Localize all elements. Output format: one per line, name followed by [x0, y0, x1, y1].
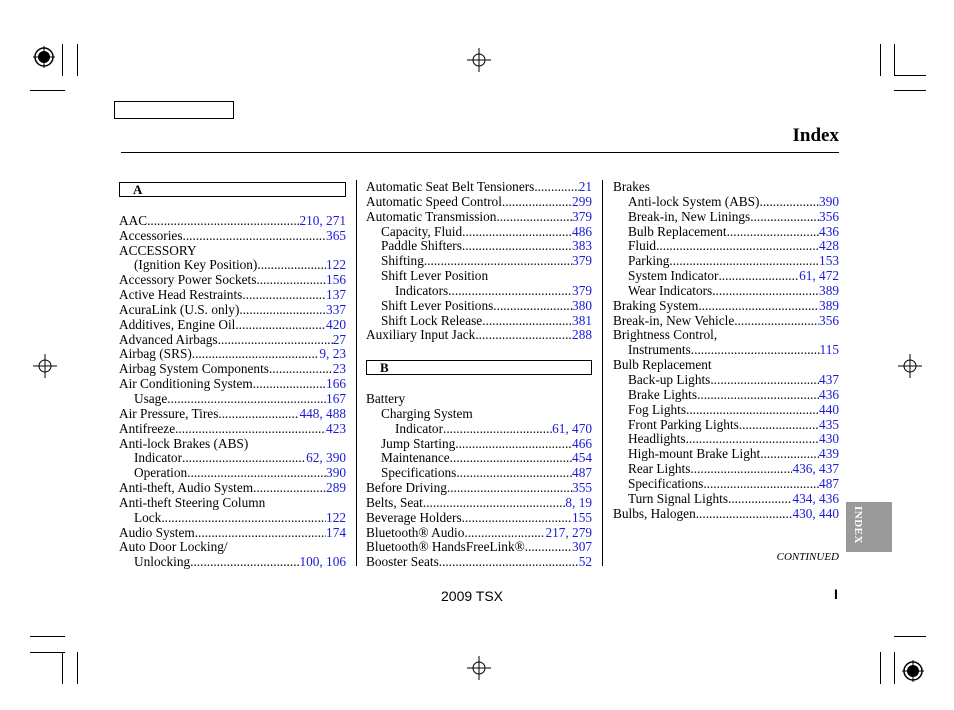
crosshair-icon: [33, 354, 57, 378]
page-link[interactable]: 440: [819, 401, 839, 417]
leader-dots: [525, 540, 572, 555]
index-entry: [119, 481, 346, 496]
page-link[interactable]: 137: [326, 287, 346, 303]
leader-dots: [161, 511, 326, 526]
page-link[interactable]: 466: [572, 435, 592, 451]
entry-label: Charging System: [381, 405, 473, 421]
page-link[interactable]: 383: [572, 238, 592, 254]
entry-label: AcuraLink (U.S. only): [119, 301, 240, 317]
entry-label: Back-up Lights: [628, 371, 711, 387]
page-link[interactable]: 299: [572, 193, 592, 209]
entry-label: Battery: [366, 390, 406, 406]
entry-label: Antifreeze: [119, 420, 176, 436]
leader-dots: [760, 447, 819, 462]
index-entry: [366, 225, 592, 240]
leader-dots: [696, 507, 793, 522]
crosshair-icon: [898, 354, 922, 378]
leader-dots: [256, 273, 326, 288]
spacer: [119, 199, 346, 214]
index-entry: [366, 540, 592, 555]
page-link[interactable]: 9, 23: [319, 346, 346, 362]
index-entry: [119, 303, 346, 318]
page-link[interactable]: 487: [819, 475, 839, 491]
index-entry: [366, 210, 592, 225]
continued-label: CONTINUED: [776, 551, 839, 563]
leader-dots: [727, 225, 819, 240]
entry-label: Break-in, New Vehicle: [613, 312, 735, 328]
index-entry: [613, 492, 839, 507]
entry-label: Auxiliary Input Jack: [366, 327, 476, 343]
leader-dots: [239, 303, 326, 318]
leader-dots: [443, 422, 552, 437]
entry-label: Accessories: [119, 227, 183, 243]
index-entry: [366, 451, 592, 466]
header-box: [114, 101, 234, 119]
page-link[interactable]: 439: [819, 446, 839, 462]
page-link[interactable]: 356: [819, 312, 839, 328]
registration-mark-icon: [33, 46, 55, 68]
index-entry: [119, 244, 346, 259]
entry-label: Beverage Holders: [366, 509, 462, 525]
entry-label: Usage: [134, 390, 168, 406]
page-link[interactable]: 436: [819, 386, 839, 402]
index-entry: [613, 284, 839, 299]
leader-dots: [218, 333, 333, 348]
leader-dots: [462, 239, 572, 254]
page-link[interactable]: 52: [578, 554, 592, 570]
leader-dots: [669, 254, 819, 269]
index-entry: [119, 511, 346, 526]
page-link[interactable]: 21: [578, 179, 592, 194]
index-entry: [119, 466, 346, 481]
page-link[interactable]: 174: [326, 524, 346, 540]
page-link[interactable]: 454: [572, 450, 592, 466]
index-entry: [119, 288, 346, 303]
index-entry: [119, 555, 346, 570]
leader-dots: [496, 210, 572, 225]
page-link[interactable]: 430: [819, 431, 839, 447]
index-entry: [119, 258, 346, 273]
leader-dots: [534, 180, 578, 195]
entry-label: Instruments: [628, 342, 691, 358]
index-entry: [613, 328, 839, 343]
index-entry: [119, 526, 346, 541]
page-title: Index: [792, 125, 839, 146]
leader-dots: [195, 526, 326, 541]
entry-label: Airbag (SRS): [119, 346, 192, 362]
entry-label: Break-in, New Linings: [628, 208, 751, 224]
entry-label: Parking: [628, 253, 670, 269]
entry-label: Fog Lights: [628, 401, 686, 417]
index-entry: [119, 333, 346, 348]
page-link[interactable]: 210, 271: [299, 212, 346, 228]
entry-label: Shift Lock Release: [381, 312, 483, 328]
leader-dots: [182, 451, 306, 466]
index-entry: [366, 328, 592, 343]
leader-dots: [712, 284, 819, 299]
entry-label: Bulb Replacement: [628, 223, 727, 239]
entry-label: Jump Starting: [381, 435, 456, 451]
index-column-3: [613, 180, 839, 521]
entry-label: Airbag System Components: [119, 361, 269, 377]
index-entry: [613, 225, 839, 240]
entry-label: Belts, Seat: [366, 494, 423, 510]
index-entry: [119, 273, 346, 288]
page-link[interactable]: 122: [326, 509, 346, 525]
leader-dots: [269, 362, 333, 377]
page-link[interactable]: 166: [326, 376, 346, 392]
index-entry: [613, 477, 839, 492]
leader-dots: [703, 477, 819, 492]
page-link[interactable]: 365: [326, 227, 346, 243]
entry-label: Automatic Speed Control: [366, 193, 502, 209]
index-entry: [613, 239, 839, 254]
index-entry: [613, 507, 839, 522]
entry-label: Before Driving: [366, 480, 447, 496]
index-entry: [613, 314, 839, 329]
page-link[interactable]: 390: [326, 465, 346, 481]
leader-dots: [192, 347, 320, 362]
entry-label: Capacity, Fluid: [381, 223, 463, 239]
page-link[interactable]: 435: [819, 416, 839, 432]
index-entry: [119, 362, 346, 377]
entry-label: Accessory Power Sockets: [119, 272, 257, 288]
leader-dots: [448, 284, 572, 299]
leader-dots: [691, 343, 820, 358]
entry-label: Anti-lock Brakes (ABS): [119, 435, 249, 451]
leader-dots: [455, 437, 572, 452]
page-link[interactable]: 289: [326, 480, 346, 496]
entry-label: System Indicator: [628, 268, 719, 284]
index-entry: [366, 180, 592, 195]
page-link[interactable]: 100, 106: [299, 554, 346, 570]
page-link[interactable]: 389: [819, 282, 839, 298]
entry-label: Air Pressure, Tires: [119, 405, 219, 421]
page-link[interactable]: 8, 19: [565, 494, 592, 510]
leader-dots: [190, 555, 299, 570]
index-entry: [613, 269, 839, 284]
leader-dots: [175, 422, 326, 437]
index-entry: [613, 180, 839, 195]
entry-label: Air Conditioning System: [119, 376, 253, 392]
leader-dots: [482, 314, 572, 329]
entry-label: (Ignition Key Position): [134, 257, 258, 273]
leader-dots: [697, 388, 819, 403]
page-link[interactable]: 27: [332, 331, 346, 347]
entry-label: Bluetooth® Audio: [366, 524, 465, 540]
entry-label: High-mount Brake Light: [628, 446, 761, 462]
index-entry: [366, 526, 592, 541]
leader-dots: [218, 407, 299, 422]
index-entry: [366, 254, 592, 269]
index-entry: [119, 214, 346, 229]
entry-label: Specifications: [628, 475, 704, 491]
leader-dots: [493, 299, 572, 314]
leader-dots: [698, 299, 819, 314]
registration-mark-icon: [902, 660, 924, 682]
entry-label: Indicator: [395, 420, 443, 436]
entry-label: Brake Lights: [628, 386, 698, 402]
index-entry: [613, 373, 839, 388]
entry-label: Brightness Control,: [613, 327, 718, 343]
entry-label: Anti-theft Steering Column: [119, 494, 266, 510]
leader-dots: [447, 481, 572, 496]
entry-label: Audio System: [119, 524, 195, 540]
index-entry: [613, 254, 839, 269]
entry-label: Specifications: [381, 465, 457, 481]
index-entry: [613, 447, 839, 462]
column-divider: [356, 180, 357, 566]
spacer: [366, 343, 592, 358]
entry-label: Headlights: [628, 431, 686, 447]
title-rule: [121, 152, 839, 153]
entry-label: Additives, Engine Oil: [119, 316, 236, 332]
page-link[interactable]: 423: [326, 420, 346, 436]
leader-dots: [423, 496, 566, 511]
page-link[interactable]: 337: [326, 301, 346, 317]
index-entry: [119, 540, 346, 555]
page-link[interactable]: 288: [572, 327, 592, 343]
page-link[interactable]: 436: [819, 223, 839, 239]
footer-model: 2009 TSX: [441, 588, 504, 604]
page-link[interactable]: 428: [819, 238, 839, 254]
entry-label: Maintenance: [381, 450, 450, 466]
page-link[interactable]: 380: [572, 297, 592, 313]
page-link[interactable]: 379: [572, 208, 592, 224]
index-entry: [119, 377, 346, 392]
index-entry: [366, 481, 592, 496]
page-link[interactable]: 486: [572, 223, 592, 239]
index-entry: [366, 555, 592, 570]
page-link[interactable]: 356: [819, 208, 839, 224]
page-link[interactable]: 156: [326, 272, 346, 288]
leader-dots: [242, 288, 326, 303]
page-link[interactable]: 430, 440: [792, 505, 839, 521]
index-entry: [613, 299, 839, 314]
page-link[interactable]: 389: [819, 297, 839, 313]
index-entry: [366, 299, 592, 314]
index-entry: [119, 496, 346, 511]
leader-dots: [450, 451, 572, 466]
entry-label: Indicators: [395, 282, 449, 298]
index-entry: [119, 451, 346, 466]
page-link[interactable]: 487: [572, 465, 592, 481]
index-entry: [366, 284, 592, 299]
index-entry: [366, 195, 592, 210]
leader-dots: [502, 195, 572, 210]
index-entry: [119, 229, 346, 244]
index-entry: [613, 343, 839, 358]
entry-label: Indicator: [134, 450, 182, 466]
leader-dots: [167, 392, 326, 407]
leader-dots: [462, 225, 572, 240]
index-tab[interactable]: [846, 502, 892, 552]
leader-dots: [462, 511, 572, 526]
entry-label: Fluid: [628, 238, 657, 254]
index-entry: [366, 239, 592, 254]
entry-label: Lock: [134, 509, 162, 525]
page-link[interactable]: 217, 279: [545, 524, 592, 540]
entry-label: Brakes: [613, 179, 650, 194]
leader-dots: [439, 555, 579, 570]
section-letter: A: [119, 182, 346, 197]
page-link[interactable]: 390: [819, 193, 839, 209]
index-entry: [366, 511, 592, 526]
page-link[interactable]: 448, 488: [299, 405, 346, 421]
leader-dots: [253, 481, 326, 496]
leader-dots: [464, 526, 545, 541]
entry-label: Paddle Shifters: [381, 238, 462, 254]
leader-dots: [734, 314, 819, 329]
page-link[interactable]: 355: [572, 480, 592, 496]
index-entry: [119, 318, 346, 333]
column-divider: [602, 180, 603, 566]
entry-label: Anti-lock System (ABS): [628, 193, 760, 209]
page-link[interactable]: 155: [572, 509, 592, 525]
entry-label: Unlocking: [134, 554, 191, 570]
page-link[interactable]: 115: [819, 342, 839, 358]
entry-label: Shifting: [381, 253, 424, 269]
page-link[interactable]: 434, 436: [792, 490, 839, 506]
page-link[interactable]: 436, 437: [792, 461, 839, 477]
index-entry: [613, 403, 839, 418]
index-entry: [613, 418, 839, 433]
entry-label: Active Head Restraints: [119, 287, 243, 303]
index-entry: [366, 496, 592, 511]
page-link[interactable]: 420: [326, 316, 346, 332]
leader-dots: [235, 318, 326, 333]
leader-dots: [147, 214, 299, 229]
leader-dots: [475, 328, 572, 343]
index-entry: [119, 347, 346, 362]
entry-label: ACCESSORY: [119, 242, 197, 258]
index-entry: [366, 269, 592, 284]
leader-dots: [739, 418, 819, 433]
leader-dots: [456, 466, 572, 481]
index-entry: [119, 407, 346, 422]
entry-label: Turn Signal Lights: [628, 490, 728, 506]
page-link[interactable]: 307: [572, 539, 592, 555]
page-link[interactable]: 61, 472: [799, 268, 839, 284]
index-column-2: [366, 180, 592, 570]
index-entry: [366, 407, 592, 422]
index-tab-label: INDEX: [852, 506, 864, 544]
entry-label: Bulb Replacement: [613, 357, 712, 373]
index-entry: [119, 422, 346, 437]
section-letter: B: [366, 360, 592, 375]
index-entry: [366, 437, 592, 452]
leader-dots: [253, 377, 326, 392]
leader-dots: [710, 373, 819, 388]
page-link[interactable]: 379: [572, 282, 592, 298]
entry-label: Shift Lever Positions: [381, 297, 494, 313]
spacer: [366, 377, 592, 392]
page-link[interactable]: 167: [326, 390, 346, 406]
entry-label: Anti-theft, Audio System: [119, 480, 254, 496]
index-entry: [613, 210, 839, 225]
page-link[interactable]: 62, 390: [306, 450, 346, 466]
page-link[interactable]: 381: [572, 312, 592, 328]
entry-label: Advanced Airbags: [119, 331, 218, 347]
entry-label: Automatic Seat Belt Tensioners: [366, 179, 535, 194]
page-link[interactable]: 61, 470: [552, 420, 592, 436]
leader-dots: [424, 254, 572, 269]
entry-label: Rear Lights: [628, 461, 691, 477]
leader-dots: [183, 229, 327, 244]
entry-label: Braking System: [613, 297, 699, 313]
index-entry: [366, 392, 592, 407]
page-link[interactable]: 153: [819, 253, 839, 269]
index-entry: [366, 314, 592, 329]
entry-label: AAC: [119, 212, 148, 228]
entry-label: Front Parking Lights: [628, 416, 739, 432]
page-number: I: [834, 586, 838, 602]
index-entry: [119, 437, 346, 452]
page-link[interactable]: 23: [332, 361, 346, 377]
leader-dots: [760, 195, 820, 210]
leader-dots: [728, 492, 792, 507]
leader-dots: [750, 210, 819, 225]
index-column-1: [119, 180, 346, 570]
entry-label: Booster Seats: [366, 554, 439, 570]
entry-label: Auto Door Locking/: [119, 539, 228, 555]
crosshair-icon: [467, 48, 491, 72]
index-entry: [119, 392, 346, 407]
entry-label: Bulbs, Halogen: [613, 505, 696, 521]
index-entry: [366, 466, 592, 481]
page-link[interactable]: 379: [572, 253, 592, 269]
leader-dots: [690, 462, 792, 477]
leader-dots: [686, 403, 819, 418]
entry-label: Bluetooth® HandsFreeLink®: [366, 539, 525, 555]
leader-dots: [656, 239, 819, 254]
index-entry: [613, 388, 839, 403]
index-entry: [613, 432, 839, 447]
leader-dots: [686, 432, 819, 447]
index-entry: [613, 358, 839, 373]
leader-dots: [187, 466, 326, 481]
entry-label: Shift Lever Position: [381, 268, 489, 284]
page-link[interactable]: 437: [819, 371, 839, 387]
index-entry: [613, 462, 839, 477]
entry-label: Wear Indicators: [628, 282, 713, 298]
index-entry: [613, 195, 839, 210]
entry-label: Operation: [134, 465, 188, 481]
crosshair-icon: [467, 656, 491, 680]
index-entry: [366, 422, 592, 437]
leader-dots: [257, 258, 326, 273]
entry-label: Automatic Transmission: [366, 208, 497, 224]
page-link[interactable]: 122: [326, 257, 346, 273]
leader-dots: [718, 269, 799, 284]
